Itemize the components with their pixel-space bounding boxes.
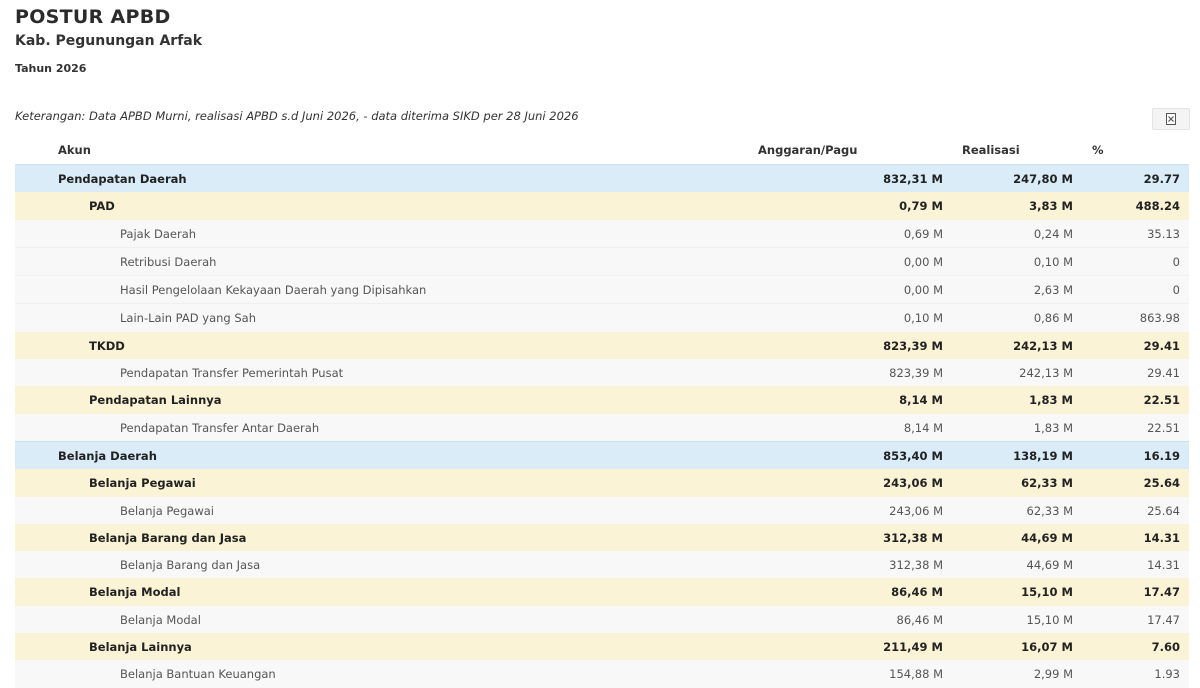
table-row[interactable]: [15, 633, 1189, 660]
row-persen: 863.98: [1139, 311, 1180, 326]
row-realisasi: 242,13 M: [1019, 366, 1073, 381]
table-row[interactable]: [15, 441, 1189, 469]
row-realisasi: 1,83 M: [1029, 393, 1073, 408]
table-row[interactable]: [15, 192, 1189, 219]
row-account-name: Belanja Lainnya: [89, 640, 192, 655]
row-realisasi: 15,10 M: [1021, 585, 1073, 600]
table-row[interactable]: [15, 497, 1189, 524]
export-excel-button[interactable]: [1152, 108, 1190, 130]
row-realisasi: 0,24 M: [1033, 226, 1073, 241]
row-anggaran: 312,38 M: [883, 530, 943, 545]
fiscal-year: Tahun 2026: [15, 62, 87, 75]
row-account-name: Hasil Pengelolaan Kekayaan Daerah yang Dipisahkan: [120, 283, 427, 298]
row-persen: 0: [1172, 283, 1180, 298]
row-account-name: Belanja Pegawai: [120, 503, 214, 518]
row-persen: 0: [1172, 254, 1180, 269]
row-persen: 22.51: [1147, 420, 1180, 435]
row-realisasi: 0,86 M: [1033, 311, 1073, 326]
row-persen: 25.64: [1143, 476, 1180, 491]
row-persen: 1.93: [1154, 667, 1180, 682]
row-realisasi: 44,69 M: [1026, 558, 1073, 573]
row-persen: 14.31: [1147, 558, 1180, 573]
region-name: Kab. Pegunungan Arfak: [15, 33, 203, 49]
row-anggaran: 8,14 M: [903, 420, 943, 435]
table-header: [15, 136, 1189, 164]
column-header-persen: %: [1092, 143, 1104, 157]
row-account-name: Belanja Barang dan Jasa: [89, 530, 247, 545]
row-anggaran: 0,00 M: [903, 283, 943, 298]
table-row[interactable]: [15, 164, 1189, 192]
table-row[interactable]: [15, 303, 1189, 331]
row-realisasi: 138,19 M: [1013, 448, 1073, 463]
row-account-name: Retribusi Daerah: [120, 254, 217, 269]
row-account-name: Pendapatan Lainnya: [89, 393, 222, 408]
table-row[interactable]: [15, 386, 1189, 413]
column-header-anggaran: Anggaran/Pagu: [758, 143, 858, 157]
row-realisasi: 242,13 M: [1013, 338, 1073, 353]
row-realisasi: 247,80 M: [1013, 172, 1073, 186]
table-body: [15, 164, 1189, 688]
row-realisasi: 62,33 M: [1026, 503, 1073, 518]
row-anggaran: 86,46 M: [891, 585, 943, 600]
row-realisasi: 2,63 M: [1033, 283, 1073, 298]
row-account-name: Belanja Modal: [120, 612, 201, 627]
data-note: Keterangan: Data APBD Murni, realisasi APBD s.d Juni 2026, - data diterima SIKD per 28 Juni 2026: [15, 109, 579, 123]
row-realisasi: 2,99 M: [1033, 667, 1073, 682]
row-persen: 16.19: [1143, 448, 1180, 463]
row-persen: 35.13: [1147, 226, 1180, 241]
row-realisasi: 0,10 M: [1033, 254, 1073, 269]
table-row[interactable]: [15, 606, 1189, 633]
row-account-name: Pendapatan Transfer Antar Daerah: [120, 420, 320, 435]
row-anggaran: 0,10 M: [903, 311, 943, 326]
row-anggaran: 154,88 M: [889, 667, 943, 682]
table-row[interactable]: [15, 578, 1189, 605]
row-anggaran: 86,46 M: [896, 612, 943, 627]
table-row[interactable]: [15, 551, 1189, 578]
row-account-name: Belanja Modal: [89, 585, 181, 600]
row-account-name: Pendapatan Transfer Pemerintah Pusat: [120, 366, 344, 381]
table-row[interactable]: [15, 220, 1189, 247]
row-realisasi: 16,07 M: [1021, 640, 1073, 655]
row-persen: 488.24: [1135, 199, 1180, 214]
table-row[interactable]: [15, 332, 1189, 359]
row-persen: 14.31: [1143, 530, 1180, 545]
table-row[interactable]: [15, 469, 1189, 496]
row-anggaran: 312,38 M: [889, 558, 943, 573]
row-anggaran: 211,49 M: [883, 640, 943, 655]
row-realisasi: 1,83 M: [1033, 420, 1073, 435]
row-realisasi: 3,83 M: [1029, 199, 1073, 214]
column-header-akun: Akun: [58, 143, 91, 157]
row-persen: 29.41: [1147, 366, 1180, 381]
row-account-name: PAD: [89, 199, 115, 214]
row-persen: 29.41: [1143, 338, 1180, 353]
table-row[interactable]: [15, 414, 1189, 441]
row-account-name: Pendapatan Daerah: [58, 172, 187, 186]
apbd-table: [15, 136, 1189, 688]
row-persen: 29.77: [1143, 172, 1180, 186]
table-row[interactable]: [15, 275, 1189, 303]
column-header-realisasi: Realisasi: [962, 143, 1020, 157]
table-row[interactable]: [15, 359, 1189, 386]
row-anggaran: 0,00 M: [903, 254, 943, 269]
row-persen: 17.47: [1147, 612, 1180, 627]
row-anggaran: 0,79 M: [899, 199, 943, 214]
row-realisasi: 44,69 M: [1021, 530, 1073, 545]
row-persen: 17.47: [1143, 585, 1180, 600]
row-account-name: Belanja Bantuan Keuangan: [120, 667, 276, 682]
row-anggaran: 823,39 M: [889, 366, 943, 381]
row-account-name: Belanja Pegawai: [89, 476, 196, 491]
row-account-name: Lain-Lain PAD yang Sah: [120, 311, 256, 326]
row-anggaran: 853,40 M: [883, 448, 943, 463]
row-persen: 7.60: [1151, 640, 1180, 655]
row-realisasi: 15,10 M: [1026, 612, 1073, 627]
excel-export-icon: [1164, 112, 1178, 126]
table-row[interactable]: [15, 660, 1189, 687]
row-anggaran: 243,06 M: [883, 476, 943, 491]
row-account-name: Pajak Daerah: [120, 226, 197, 241]
row-anggaran: 832,31 M: [883, 172, 943, 186]
row-anggaran: 8,14 M: [899, 393, 943, 408]
row-realisasi: 62,33 M: [1021, 476, 1073, 491]
row-account-name: Belanja Daerah: [58, 448, 157, 463]
row-anggaran: 0,69 M: [903, 226, 943, 241]
row-account-name: TKDD: [89, 338, 125, 353]
table-row[interactable]: [15, 524, 1189, 551]
row-anggaran: 823,39 M: [883, 338, 943, 353]
row-anggaran: 243,06 M: [889, 503, 943, 518]
row-persen: 25.64: [1147, 503, 1180, 518]
row-persen: 22.51: [1143, 393, 1180, 408]
page-title: POSTUR APBD: [15, 6, 171, 28]
table-row[interactable]: [15, 247, 1189, 275]
row-account-name: Belanja Barang dan Jasa: [120, 558, 261, 573]
